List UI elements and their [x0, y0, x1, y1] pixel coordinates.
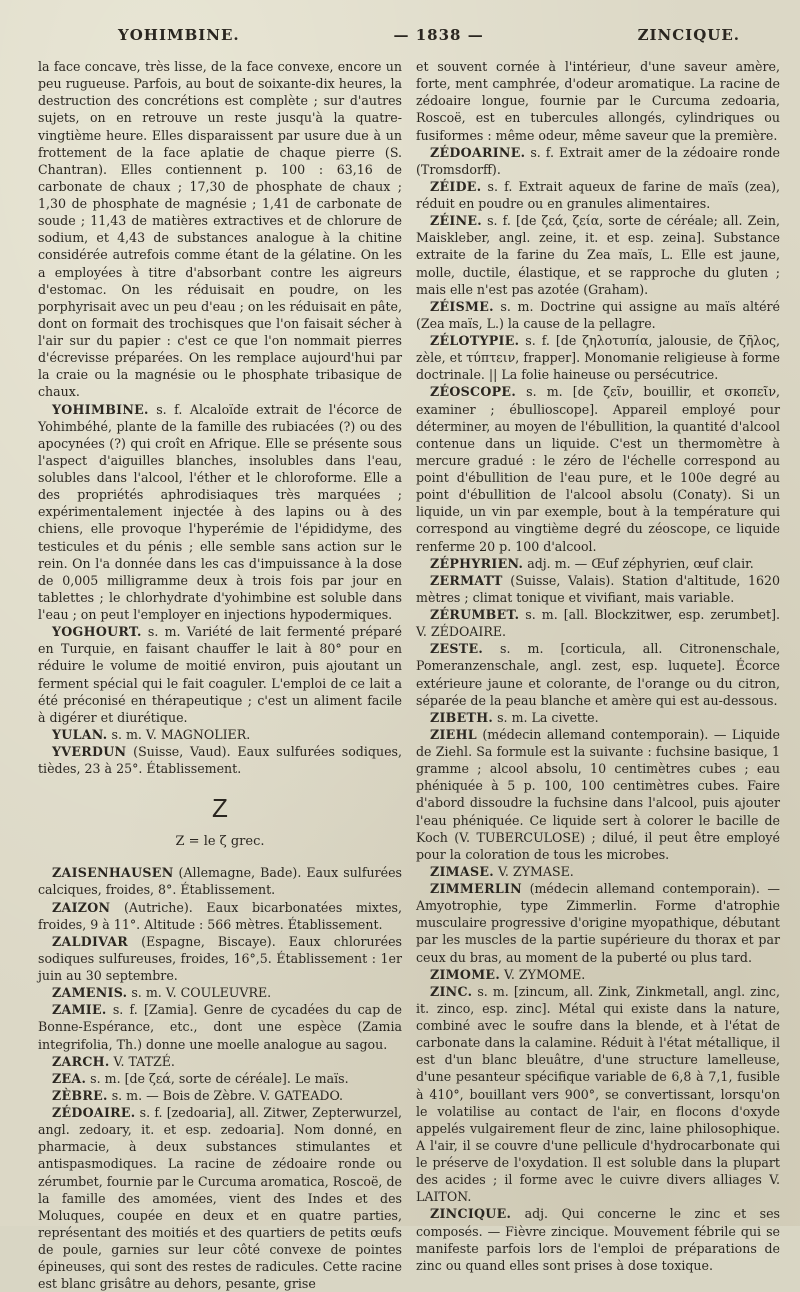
- entry-text: s. m. [zincum, all. Zink, Zinkmetall, angl. zinc, it. zinco, esp. zinc]. Métal qui existe dans la nature, combiné avec le soufre dans la blende, et à l'état de carbonate dans la calamine. Réduit à l'état métallique, il est d'un blanc bleuâtre, d'une structure lamelleuse, d'une pesanteur spécifique variable de 6,8 à 7,1, fusible à 410°, bouillant vers 900°, se convertissant, lorsqu'on le volatilise au contact de l'air, en flocons d'oxyde appelés vulgairement fleur de zinc, laine philosophique. A l'air, il se couvre d'une pellicule d'hydrocarbonate qui le préserve de l'oxydation. Il est soluble dans la plupart des acides ; il forme avec le cuivre divers alliages V. LAITON.: [416, 983, 780, 1205]
- entry-headword: ZÉDOARINE.: [430, 144, 526, 160]
- entry-headword: YOHIMBINE.: [52, 401, 149, 417]
- page-number: — 1838 —: [393, 26, 484, 44]
- dictionary-entry: [416, 555, 780, 572]
- dictionary-entry: [416, 863, 780, 880]
- entry-headword: ZAISENHAUSEN: [52, 865, 174, 881]
- dictionary-entry: [38, 1001, 402, 1052]
- section-subtitle: Z = le ζ grec.: [175, 833, 265, 849]
- entry-headword: ZALDIVAR: [52, 933, 129, 949]
- entry-text: s. f. Extrait aqueux de farine de maïs (zea), réduit en poudre ou en granules alimentaires.: [416, 178, 780, 211]
- entry-headword: ZÉINE.: [430, 213, 482, 229]
- entry-headword: ZERMATT: [430, 572, 503, 588]
- entry-headword: ZÉIDE.: [430, 178, 482, 194]
- entry-text: s. m. [corticula, all. Citronenschale, Pomeranzenschale, angl. zest, esp. luquete]. Écorce extérieure jaune et colorante, de l'orange ou du citron, séparée de la peau blanche et amère qui est au-dessous.: [416, 641, 780, 708]
- dictionary-entry: [416, 572, 780, 606]
- entry-text: (Suisse, Vaud). Eaux sulfurées sodiques, tièdes, 23 à 25°. Établissement.: [38, 744, 402, 777]
- entry-text: (Suisse, Valais). Station d'altitude, 1620 mètres ; climat tonique et vivifiant, mais variable.: [416, 572, 780, 605]
- entry-headword: ZIMOME.: [430, 966, 501, 982]
- entry-headword: YOGHOURT.: [52, 624, 142, 640]
- entry-text: et souvent cornée à l'intérieur, d'une saveur amère, forte, ment camphrée, d'odeur aromatique. La racine de zédoaire longue, fournie par le Curcuma zedoaria, Roscoë, est en tubercules allongés, cylindriques ou fusiformes : même odeur, même saveur que la première.: [416, 59, 780, 143]
- entry-headword: ZÉPHYRIEN.: [430, 555, 524, 571]
- entry-text: V. ZYMOME.: [500, 966, 586, 982]
- entry-text: s. f. [de ζηλοτυπία, jalousie, de ζῆλος, zèle, et τύπτειν, frapper]. Monomanie religieuse à forme doctrinale. || La folie haineuse ou persécutrice.: [416, 333, 780, 383]
- entry-headword: ZAMIE.: [52, 1002, 107, 1018]
- dictionary-entry: [38, 401, 402, 624]
- dictionary-entry: [416, 1205, 780, 1274]
- dictionary-entry: [38, 726, 402, 743]
- right-entries: [416, 58, 780, 1274]
- entry-headword: ZAIZON: [52, 899, 111, 915]
- entry-headword: YULAN.: [52, 726, 108, 742]
- entry-headword: ZIMASE.: [430, 863, 494, 879]
- dictionary-entry: [416, 880, 780, 966]
- dictionary-entry: [38, 1104, 402, 1292]
- entry-text: s. m. Doctrine qui assigne au maïs altéré (Zea maïs, L.) la cause de la pellagre.: [416, 298, 780, 331]
- entry-text: V. ZYMASE.: [493, 863, 574, 879]
- dictionary-entry: [416, 332, 780, 383]
- dictionary-entry: [416, 178, 780, 212]
- dictionary-entry: [38, 864, 402, 898]
- right-column: [416, 58, 780, 1292]
- entry-headword: ZÉISME.: [430, 298, 494, 314]
- dictionary-entry: [416, 606, 780, 640]
- entry-text: s. m. La civette.: [493, 709, 599, 725]
- entry-text: s. m. Variété de lait fermenté préparé en Turquie, en faisant chauffer le lait à 80° pour en réduire le volume de moitié environ, puis ajoutant un ferment spécial qui le fait coaguler. L'emploi de ce lait a été préconisé en thérapeutique ; c'est un aliment facile à digérer et diurétique.: [38, 624, 402, 725]
- dictionary-entry: [38, 623, 402, 726]
- section-letter: Z: [212, 793, 228, 824]
- dictionary-entry: [416, 144, 780, 178]
- dictionary-entry: [38, 984, 402, 1001]
- dictionary-entry: [38, 1070, 402, 1087]
- header-right-guideword: ZINCIQUE.: [637, 26, 740, 44]
- entry-text: s. m. [all. Blockzitwer, esp. zerumbet]. V. ZÉDOAIRE.: [416, 607, 780, 640]
- entry-text: s. f. [de ζεά, ζεία, sorte de céréale; all. Zein, Maiskleber, angl. zeine, it. et esp. zeina]. Substance extraite de la farine du Zea maïs, L. Elle est jaune, molle, ductile, élastique, et se rapproche du gluten ; mais elle n'est pas azotée (Graham).: [416, 213, 780, 297]
- dictionary-entry: [38, 743, 402, 777]
- dictionary-entry: [416, 983, 780, 1206]
- entry-text: adj. m. — Œuf zéphyrien, œuf clair.: [523, 555, 754, 571]
- entry-text: s. m. V. MAGNOLIER.: [107, 726, 251, 742]
- left-entries-y: [38, 58, 402, 777]
- entry-headword: ZAMENIS.: [52, 985, 128, 1001]
- entry-headword: ZÈBRE.: [52, 1087, 108, 1103]
- entry-text: s. m. [de ζεῖν, bouillir, et σκοπεῖν, examiner ; ébullioscope]. Appareil employé pour déterminer, au moyen de l'ébullition, la quantité d'alcool contenue dans un liquide. C'est un thermomètre à mercure gradué : le zéro de l'échelle correspond au point d'ébullition de l'eau pure, et le 100e degré au point d'ébullition de l'alcool absolu (Conaty). Si un liquide, un vin par exemple, bout à la température qui correspond au vingtième degré du zéoscope, ce liquide renferme 20 p. 100 d'alcool.: [416, 384, 780, 554]
- entry-text: s. f. [Zamia]. Genre de cycadées du cap de Bonne-Espérance, etc., dont une espèce (Zamia integrifolia, Th.) donne une moelle analogue au sagou.: [38, 1002, 402, 1052]
- entry-text: (médecin allemand contemporain). — Amyotrophie, type Zimmerlin. Forme d'atrophie musculaire progressive d'origine myopathique, débutant par les muscles de la partie supérieure du thorax et par ceux du bras, au moment de la puberté ou plus tard.: [416, 881, 780, 965]
- left-column: [38, 58, 402, 1292]
- dictionary-entry: [416, 212, 780, 298]
- dictionary-entry: [416, 709, 780, 726]
- entry-text: (Allemagne, Bade). Eaux sulfurées calciques, froides, 8°. Établissement.: [38, 865, 402, 898]
- left-entries-z: [38, 864, 402, 1292]
- dictionary-entry: [416, 966, 780, 983]
- entry-headword: ZÉOSCOPE.: [430, 384, 517, 400]
- entry-headword: ZÉRUMBET.: [430, 607, 520, 622]
- entry-headword: ZESTE.: [430, 641, 484, 657]
- entry-text: (médecin allemand contemporain). — Liquide de Ziehl. Sa formule est la suivante : fuchsine basique, 1 gramme ; alcool absolu, 10 centimètres cubes ; eau phéniquée à 5 p. 100, 100 centimètres cubes. Faire d'abord dissoudre la fuchsine dans l'alcool, puis ajouter l'eau phéniquée. Ce liquide sert à colorer le bacille de Koch (V. TUBERCULOSE) ; dilué, il peut être employé pour la coloration de tous les microbes.: [416, 726, 780, 862]
- entry-headword: ZÉDOAIRE.: [52, 1105, 136, 1121]
- entry-text: s. f. Extrait amer de la zédoaire ronde (Tromsdorff).: [416, 144, 780, 177]
- dictionary-entry: [38, 899, 402, 933]
- entry-headword: ZIEHL: [430, 726, 477, 742]
- entry-text: s. f. Alcaloïde extrait de l'écorce de Yohimbéhé, plante de la famille des rubiacées (?) ou des apocynées (?) qui croît en Afrique. Elle se présente sous l'aspect d'aiguilles blanches, insolubles dans l'eau, solubles dans l'alcool, l'éther et le chloroforme. Elle a des propriétés aphrodisiaques très marquées ; expérimentalement injectée à des lapins ou à des chiens, elle provoque l'hyperémie de l'épididyme, des testicules et du pénis ; elle semble sans action sur le rein. On l'a donnée dans les cas d'impuissance à la dose de 0,005 milligramme deux à trois fois par jour en tablettes ; le chlorhydrate d'yohimbine est soluble dans l'eau ; on peut l'employer en injections hypodermiques.: [38, 401, 402, 622]
- entry-text: s. m. [de ζεά, sorte de céréale]. Le maïs.: [86, 1070, 349, 1086]
- dictionary-entry: [38, 58, 402, 401]
- entry-text: V. TATZÉ.: [109, 1053, 175, 1069]
- entry-headword: YVERDUN: [52, 744, 127, 759]
- dictionary-entry: [38, 933, 402, 984]
- entry-text: adj. Qui concerne le zinc et ses composés. — Fièvre zincique. Mouvement fébrile qui se manifeste parfois lors de l'emploi de préparations de zinc ou quand elles sont prises à dose toxique.: [416, 1206, 780, 1273]
- entry-headword: ZIMMERLIN: [430, 881, 522, 896]
- dictionary-entry: [416, 383, 780, 554]
- dictionary-entry: [38, 1053, 402, 1070]
- entry-text: s. m. V. COULEUVRE.: [127, 985, 272, 1001]
- entry-headword: ZARCH.: [52, 1053, 110, 1069]
- header-left-guideword: YOHIMBINE.: [118, 26, 240, 44]
- entry-text: (Autriche). Eaux bicarbonatées mixtes, froides, 9 à 11°. Altitude : 566 mètres. Établissement.: [38, 899, 402, 932]
- dictionary-entry: [416, 640, 780, 709]
- running-head: [38, 26, 780, 52]
- entry-headword: ZINCIQUE.: [430, 1206, 512, 1222]
- entry-headword: ZÉLOTYPIE.: [430, 333, 520, 348]
- dictionary-entry: [416, 298, 780, 332]
- entry-headword: ZEA.: [52, 1070, 87, 1086]
- entry-text: (Espagne, Biscaye). Eaux chlorurées sodiques sulfureuses, froides, 16°,5. Établissement : 1er juin au 30 septembre.: [38, 933, 402, 984]
- entry-headword: ZIBETH.: [430, 709, 494, 725]
- entry-text: s. f. [zedoaria], all. Zitwer, Zepterwurzel, angl. zedoary, it. et esp. zedoaria]. Nom donné, en pharmacie, à deux substances stimulantes et antispasmodiques. La racine de zédoaire ronde ou zérumbet, fournie par le Curcuma aromatica, Roscoë, de la famille des amomées, vient des Indes et des Moluques, coupée en deux et en quatre parties, représentant des moitiés et des quartiers de petits œufs de poule, garnies sur leur côté convexe de pointes épineuses, qui sont des restes de radicules. Cette racine est blanc grisâtre au dehors, pesante, grise: [38, 1105, 402, 1292]
- text-columns: [38, 58, 780, 1292]
- entry-text: la face concave, très lisse, de la face convexe, encore un peu rugueuse. Parfois, au bout de soixante-dix heures, la destruction des concrétions est complète ; sur d'autres sujets, on en retrouve un reste jusqu'à la quatre-vingtième heure. Elles disparaissent par usure due à un frottement de la face aplatie de chaque pierre (S. Chantran). Elles contiennent p. 100 : 63,16 de carbonate de chaux ; 17,30 de phosphate de chaux ; 1,30 de phosphate de magnésie ; 1,41 de carbonate de soude ; 11,43 de matières extractives et de chlorure de sodium, et 4,43 de substances analogue à la chitine considérée autrefois comme étant de la gélatine. On les a employées à titre d'absorbant contre les aigreurs d'estomac. On les réduisait en poudre, on les porphyrisait avec un peu d'eau ; on les réduisait en pâte, dont on formait des trochisques que l'on faisait sécher à l'air sur du papier : c'est ce que l'on nommait pierres d'écrevisse préparées. On les remplace aujourd'hui par la craie ou la magnésie ou le phosphate tribasique de chaux.: [38, 59, 402, 400]
- dictionary-entry: [416, 726, 780, 863]
- dictionary-entry: [38, 1087, 402, 1104]
- dictionary-entry: [416, 58, 780, 144]
- entry-headword: ZINC.: [430, 983, 473, 999]
- entry-text: s. m. — Bois de Zèbre. V. GATEADO.: [107, 1087, 344, 1103]
